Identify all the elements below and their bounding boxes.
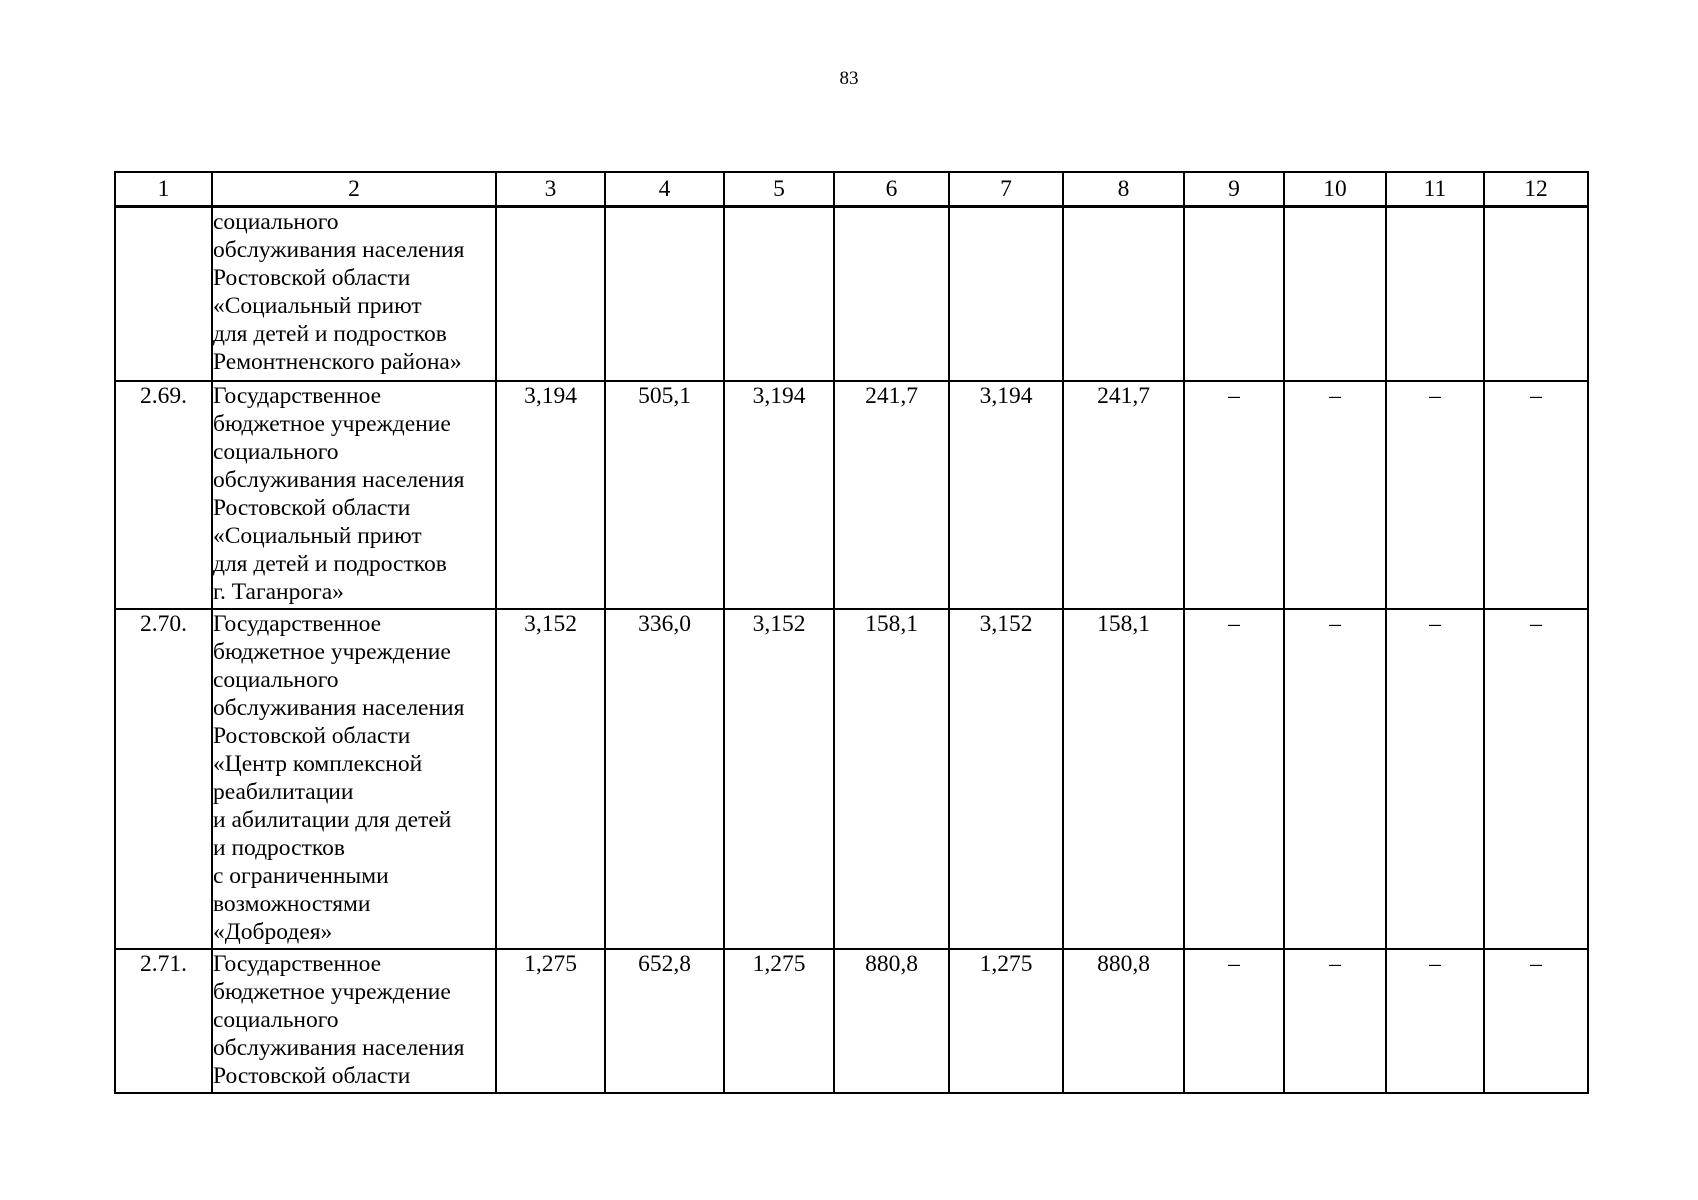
row-number: 2.69. <box>115 381 212 609</box>
cell-value <box>949 207 1063 382</box>
institution-name: Государственное бюджетное учреждение социального обслуживания населения Ростовской области <box>212 949 496 1093</box>
cell-value: – <box>1484 609 1588 949</box>
cell-value: 241,7 <box>834 381 949 609</box>
cell-value: – <box>1184 949 1284 1093</box>
data-table <box>114 171 1589 1094</box>
institution-name: социального обслуживания населения Ростовской области «Социальный приют для детей и подростков Ремонтненского района» <box>212 207 496 382</box>
cell-value: 652,8 <box>605 949 724 1093</box>
cell-value: 3,194 <box>949 381 1063 609</box>
cell-value: – <box>1386 381 1484 609</box>
page-number: 83 <box>839 68 859 89</box>
cell-value: 3,152 <box>496 609 605 949</box>
cell-value <box>605 207 724 382</box>
column-header: 7 <box>949 172 1063 207</box>
cell-value: – <box>1484 381 1588 609</box>
table-row <box>115 381 1588 609</box>
cell-value <box>724 207 834 382</box>
cell-value <box>496 207 605 382</box>
cell-value: 158,1 <box>1063 609 1184 949</box>
table-body <box>115 207 1588 1094</box>
cell-value: 3,152 <box>949 609 1063 949</box>
column-header: 2 <box>212 172 496 207</box>
cell-value: 880,8 <box>834 949 949 1093</box>
cell-value <box>834 207 949 382</box>
cell-value <box>1184 207 1284 382</box>
table-row <box>115 949 1588 1093</box>
header-row <box>115 172 1588 207</box>
column-header: 5 <box>724 172 834 207</box>
cell-value: 880,8 <box>1063 949 1184 1093</box>
cell-value: 1,275 <box>949 949 1063 1093</box>
row-number: 2.71. <box>115 949 212 1093</box>
cell-value: 336,0 <box>605 609 724 949</box>
column-header: 9 <box>1184 172 1284 207</box>
column-header: 6 <box>834 172 949 207</box>
column-header: 4 <box>605 172 724 207</box>
cell-value: 241,7 <box>1063 381 1184 609</box>
row-number: 2.70. <box>115 609 212 949</box>
column-header: 11 <box>1386 172 1484 207</box>
column-header: 3 <box>496 172 605 207</box>
cell-value: – <box>1184 609 1284 949</box>
column-header: 10 <box>1284 172 1386 207</box>
cell-value <box>1063 207 1184 382</box>
table-row <box>115 207 1588 382</box>
cell-value: – <box>1386 609 1484 949</box>
cell-value: – <box>1284 381 1386 609</box>
column-header: 8 <box>1063 172 1184 207</box>
cell-value: – <box>1284 949 1386 1093</box>
cell-value <box>1386 207 1484 382</box>
column-header: 12 <box>1484 172 1588 207</box>
institution-name: Государственное бюджетное учреждение социального обслуживания населения Ростовской области «Социальный приют для детей и подростков г. Таганрога» <box>212 381 496 609</box>
cell-value: – <box>1386 949 1484 1093</box>
cell-value <box>1284 207 1386 382</box>
cell-value: 3,194 <box>724 381 834 609</box>
row-number <box>115 207 212 382</box>
cell-value: – <box>1184 381 1284 609</box>
cell-value: – <box>1484 949 1588 1093</box>
table-row <box>115 609 1588 949</box>
cell-value: 505,1 <box>605 381 724 609</box>
cell-value: 1,275 <box>724 949 834 1093</box>
column-header: 1 <box>115 172 212 207</box>
cell-value: 158,1 <box>834 609 949 949</box>
cell-value: 3,152 <box>724 609 834 949</box>
cell-value: – <box>1284 609 1386 949</box>
institution-name: Государственное бюджетное учреждение социального обслуживания населения Ростовской области «Центр комплексной реабилитации и абилитации для детей и подростков с ограниченными возможностями «Добродея» <box>212 609 496 949</box>
cell-value <box>1484 207 1588 382</box>
table-header <box>115 172 1588 207</box>
cell-value: 1,275 <box>496 949 605 1093</box>
cell-value: 3,194 <box>496 381 605 609</box>
